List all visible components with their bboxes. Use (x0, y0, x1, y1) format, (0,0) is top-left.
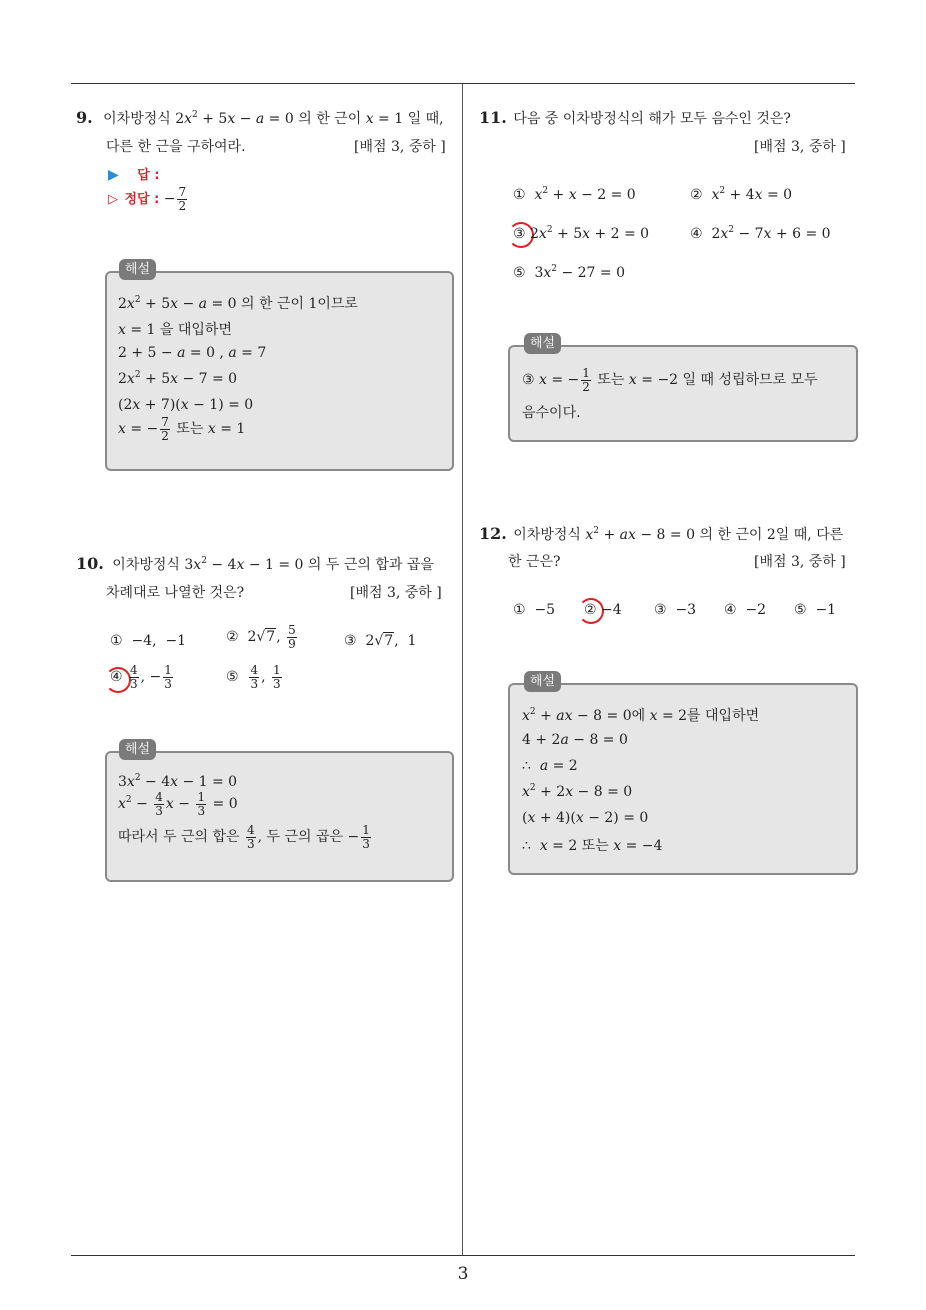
page-number: 3 (457, 1264, 469, 1284)
question-meta: [배점 3, 중하 ] (754, 139, 846, 155)
choice-3[interactable]: ③ 2√7, 1 (344, 633, 417, 649)
solution-line: 음수이다. (522, 405, 581, 421)
choice-5[interactable]: ⑤ −1 (794, 602, 837, 618)
solution-box-11 (508, 345, 858, 442)
choice-5[interactable]: ⑤ $3x^2 - 27 = 0$ (513, 264, 625, 281)
choice-4[interactable]: ④ −2 (724, 602, 767, 618)
answer-row (108, 164, 160, 183)
choice-4[interactable]: ④ $2x^2 - 7x + 6 = 0$ (690, 225, 831, 242)
choice-5[interactable]: ⑤ $\frac{4}{3}$ , $\frac{1}{3}$ (226, 663, 281, 691)
choice-3[interactable]: ③ −3 (654, 602, 697, 618)
choice-2[interactable]: ② 2√7, $\frac{5}{9}$ (226, 623, 296, 651)
question-number: 9. (76, 108, 93, 127)
solution-line: ∴ x = 2 또는 x = −4 (522, 838, 663, 854)
question-text-line2: 차례대로 나열한 것은? (106, 585, 245, 601)
play-arrow-icon: ▶ (108, 167, 119, 183)
solution-line: (x + 4)(x − 2) = 0 (522, 810, 649, 826)
solution-line: x = 1 을 대입하면 (118, 322, 232, 338)
column-divider (462, 84, 463, 1256)
question-12 (479, 524, 843, 544)
choice-2[interactable]: ② −4 (584, 602, 622, 618)
question-text-line2: 한 근은? (508, 554, 561, 570)
solution-line: 4 + 2a − 8 = 0 (522, 732, 628, 748)
question-text-line2: 다른 한 근을 구하여라. (106, 139, 246, 155)
question-text: 이차방정식 $2x^2 + 5x - a = 0$ 의 한 근이 x = 1 일 때, (103, 110, 444, 127)
question-meta: [배점 3, 중하 ] (754, 554, 846, 570)
outline-arrow-icon: ▷ (108, 192, 118, 208)
question-11 (479, 108, 791, 128)
solution-line: $2x^2 + 5x - 7 = 0$ (118, 370, 238, 387)
solution-tag: 해설 (119, 739, 156, 760)
choice-1[interactable]: ① −4, −1 (110, 633, 187, 649)
solution-line: ∴ a = 2 (522, 758, 578, 774)
correct-answer-label: 정답 : (124, 192, 160, 208)
top-rule (71, 83, 855, 84)
question-text: 이차방정식 $3x^2 - 4x - 1 = 0$ 의 두 근의 합과 곱을 (112, 556, 434, 573)
solution-line: 따라서 두 근의 합은 $\frac{4}{3}$ , 두 근의 곱은 − $\frac{1}{3}$ (118, 823, 370, 851)
question-10 (76, 554, 434, 574)
correct-answer-row (108, 186, 189, 212)
question-number: 11. (479, 108, 507, 127)
solution-line: $2x^2 + 5x - a = 0$ 의 한 근이 1이므로 (118, 295, 358, 312)
question-text: 다음 중 이차방정식의 해가 모두 음수인 것은? (513, 111, 791, 127)
question-number: 12. (479, 524, 507, 543)
question-9 (76, 108, 444, 128)
solution-line: (2x + 7)(x − 1) = 0 (118, 397, 254, 413)
question-text: 이차방정식 $x^2$ + ax − 8 = 0 의 한 근이 2일 때, 다른 (513, 526, 844, 543)
solution-line: ③ x = − $\frac{1}{2}$ 또는 x = −2 일 때 성립하므로 모두 (522, 366, 818, 394)
solution-line: $x^2 + 2x - 8 = 0$ (522, 783, 633, 800)
solution-line: x = − $\frac{7}{2}$ 또는 x = 1 (118, 415, 246, 443)
answer-label: 답 : (137, 168, 160, 183)
choice-1[interactable]: ① $x^2 + x - 2 = 0$ (513, 186, 636, 203)
solution-tag: 해설 (524, 333, 561, 354)
choice-3[interactable]: ③ $2x^2 + 5x + 2 = 0$ (513, 225, 650, 242)
solution-tag: 해설 (119, 259, 156, 280)
choice-1[interactable]: ① −5 (513, 602, 556, 618)
solution-tag: 해설 (524, 671, 561, 692)
solution-line: $x^2$ − $\frac{4}{3}$ x − $\frac{1}{3}$ = 0 (118, 790, 238, 818)
bottom-rule (71, 1255, 855, 1256)
question-number: 10. (76, 554, 104, 573)
solution-line: 2 + 5 − a = 0 , a = 7 (118, 345, 267, 361)
choice-2[interactable]: ② $x^2 + 4x = 0$ (690, 186, 793, 203)
solution-line: $3x^2 - 4x - 1 = 0$ (118, 773, 238, 790)
solution-line: $x^2$ + ax − 8 = 0에 x = 2를 대입하면 (522, 707, 760, 724)
correct-answer-value: − $\frac{7}{2}$ (163, 185, 187, 213)
choice-4[interactable]: ④ $\frac{4}{3}$ , − $\frac{1}{3}$ (110, 663, 172, 691)
question-meta: [배점 3, 중하 ] (354, 139, 446, 155)
question-meta: [배점 3, 중하 ] (350, 585, 442, 601)
